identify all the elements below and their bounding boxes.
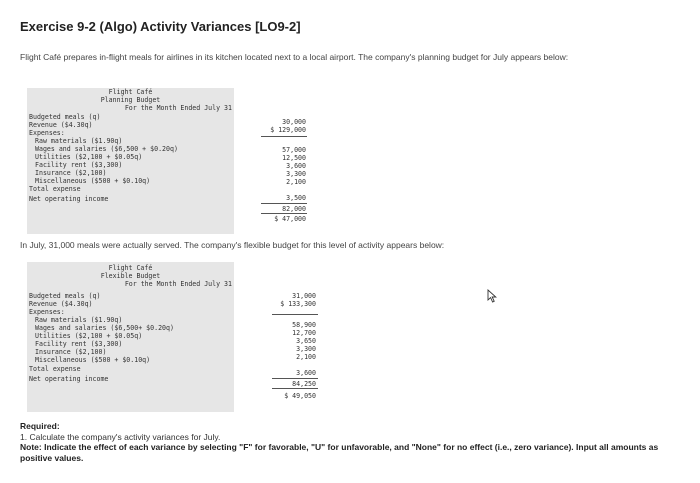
planning-underline (261, 136, 307, 137)
flexible-value: 3,300 (296, 345, 316, 353)
intro-text: Flight Café prepares in-flight meals for airlines in its kitchen located next to a local airport. The company's planning budget for July appears below: (20, 52, 569, 62)
flexible-row-label: Miscellaneous ($500 + $0.10q) (35, 356, 151, 364)
planning-row-label: Raw materials ($1.90q) (35, 137, 123, 145)
flexible-value: 84,250 (292, 380, 316, 388)
flexible-row-label: Expenses: (29, 308, 65, 316)
planning-value: $ 129,000 (270, 126, 306, 134)
planning-row-label: Total expense (29, 185, 81, 193)
flexible-value: $ 49,050 (284, 392, 316, 400)
planning-value: $ 47,000 (274, 215, 306, 223)
required-note: Note: Indicate the effect of each variance by selecting "F" for favorable, "U" for unfavorable, and "None" for no effect (i.e., zero variance). Input all amounts as positive values. (20, 442, 659, 463)
exercise-title: Exercise 9-2 (Algo) Activity Variances [LO9-2] (20, 19, 301, 34)
flexible-row-label: Raw materials ($1.90q) (35, 316, 123, 324)
planning-row-label: Miscellaneous ($500 + $0.10q) (35, 177, 151, 185)
required-item: 1. Calculate the company's activity variances for July. (20, 431, 221, 442)
flexible-value: 3,650 (296, 337, 316, 345)
planning-row-label: Insurance ($2,100) (35, 169, 107, 177)
flexible-header-period: For the Month Ended July 31 (124, 280, 232, 288)
planning-value: 2,100 (286, 178, 306, 186)
planning-value: 3,500 (286, 194, 306, 202)
flexible-underline (272, 314, 318, 315)
planning-underline (261, 213, 307, 214)
planning-row-label: Revenue ($4.30q) (29, 121, 93, 129)
flexible-row-label: Net operating income (29, 375, 109, 383)
planning-value: 3,600 (286, 162, 306, 170)
planning-value: 3,300 (286, 170, 306, 178)
flexible-row-label: Total expense (29, 365, 81, 373)
flexible-header-company: Flight Café (108, 264, 153, 272)
flexible-value: 58,900 (292, 321, 316, 329)
planning-row-label: Utilities ($2,100 + $0.05q) (35, 153, 143, 161)
flexible-header-title: Flexible Budget (100, 272, 161, 280)
flexible-underline (272, 378, 318, 379)
planning-row-label: Net operating income (29, 195, 109, 203)
flexible-row-label: Utilities ($2,100 + $0.05q) (35, 332, 143, 340)
planning-row-label: Expenses: (29, 129, 65, 137)
planning-header-title: Planning Budget (100, 96, 161, 104)
planning-value: 12,500 (282, 154, 306, 162)
flexible-value: 31,000 (292, 292, 316, 300)
flexible-row-label: Revenue ($4.30q) (29, 300, 93, 308)
flexible-underline (272, 388, 318, 389)
planning-value: 57,000 (282, 146, 306, 154)
flexible-row-label: Facility rent ($3,300) (35, 340, 123, 348)
flexible-value: $ 133,300 (280, 300, 316, 308)
flexible-budget-image (27, 262, 234, 412)
planning-row-label: Budgeted meals (q) (29, 113, 101, 121)
planning-header-company: Flight Café (108, 88, 153, 96)
flexible-value: 12,700 (292, 329, 316, 337)
required-heading: Required: (20, 421, 60, 431)
flexible-value: 2,100 (296, 353, 316, 361)
planning-budget-image (27, 88, 234, 234)
planning-underline (261, 203, 307, 204)
required-section (20, 421, 660, 463)
planning-value: 82,000 (282, 205, 306, 213)
mouse-cursor-icon (487, 289, 497, 303)
planning-row-label: Wages and salaries ($6,500 + $0.20q) (35, 145, 178, 153)
flexible-row-label: Budgeted meals (q) (29, 292, 101, 300)
flexible-value: 3,600 (296, 369, 316, 377)
planning-row-label: Facility rent ($3,300) (35, 161, 123, 169)
intro2-text: In July, 31,000 meals were actually served. The company's flexible budget for this level of activity appears below: (20, 240, 445, 250)
planning-header-period: For the Month Ended July 31 (124, 104, 232, 112)
flexible-row-label: Wages and salaries ($6,500+ $0.20q) (35, 324, 174, 332)
flexible-row-label: Insurance ($2,100) (35, 348, 107, 356)
planning-value: 30,000 (282, 118, 306, 126)
